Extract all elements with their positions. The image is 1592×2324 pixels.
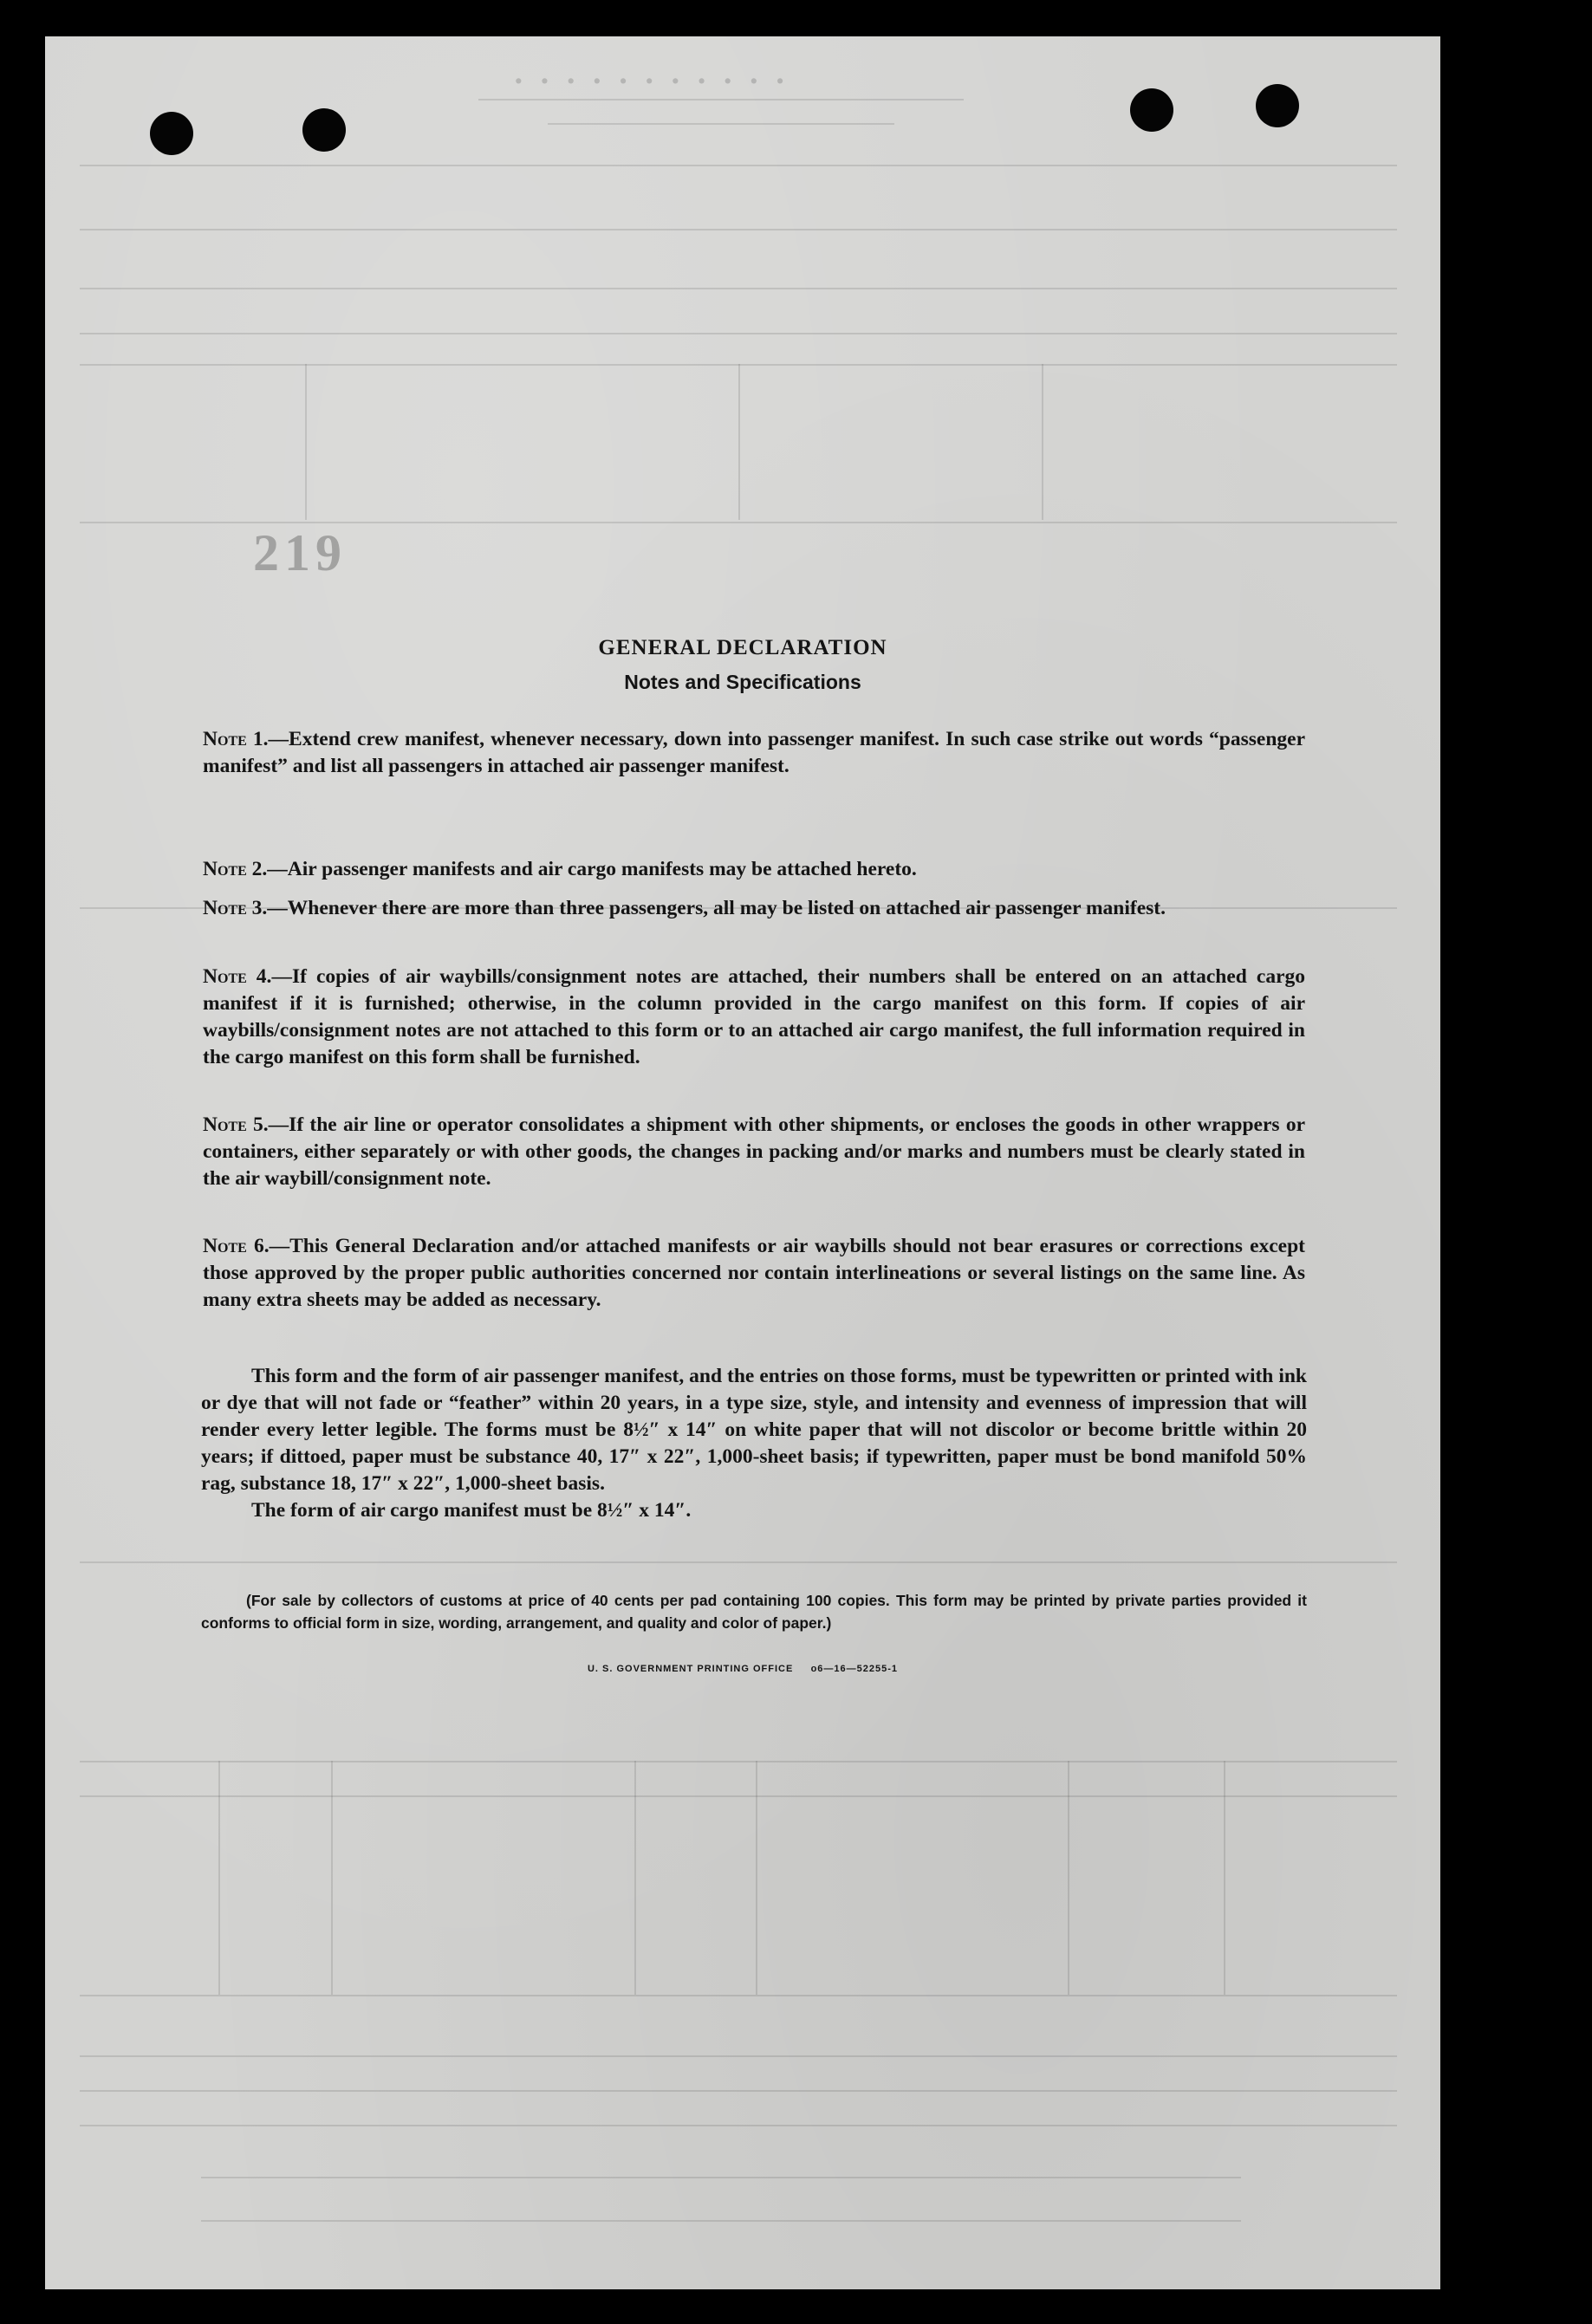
- bleed-through-rule: [548, 123, 894, 125]
- note-text: —Whenever there are more than three passengers, all may be listed on attached air passenger manifest.: [267, 897, 1166, 919]
- note-label: Note 4.: [203, 965, 272, 988]
- bleed-through-rule: [331, 1761, 333, 1995]
- cargo-manifest-size-text: The form of air cargo manifest must be 8½″ x 14″.: [251, 1499, 692, 1522]
- punch-hole-4: [1256, 84, 1299, 127]
- bleed-through-rule: [1224, 1761, 1225, 1995]
- bleed-through-rule: [80, 2125, 1397, 2126]
- specifications-text: This form and the form of air passenger manifest, and the entries on those forms, must be typewritten or printed with ink or dye that will not fade or “feather” within 20 years, in a type size, style, and intensity and evenness of impression that will render every letter legible. The forms must be 8½″ x 14″ on white paper that will not discolor or become brittle within 20 years; if dittoed, paper must be substance 40, 17″ x 22″, 1,000-sheet basis; if typewritten, paper must be bond manifold 50% rag, substance 18, 17″ x 22″, 1,000-sheet basis.: [201, 1365, 1307, 1495]
- bleed-through-rule: [1042, 364, 1043, 520]
- bleed-through-rule: [738, 364, 740, 520]
- bleed-through-rule: [218, 1761, 220, 1995]
- printing-office-imprint: U. S. GOVERNMENT PRINTING OFFICE o6—16—52255-1: [587, 1664, 899, 1674]
- bleed-through-rule: [201, 2177, 1241, 2178]
- note-label: Note 6.: [203, 1235, 270, 1257]
- page-subtitle: Notes and Specifications: [624, 671, 861, 693]
- bleed-through-rule: [80, 165, 1397, 166]
- bleed-through-rule: [80, 2090, 1397, 2092]
- bleed-through-rule: [80, 2055, 1397, 2057]
- punch-hole-2: [302, 108, 346, 152]
- note-label: Note 5.: [203, 1113, 269, 1136]
- bleed-through-rule: [1068, 1761, 1069, 1995]
- punch-hole-3: [1130, 88, 1173, 132]
- sale-notice-text: (For sale by collectors of customs at price of 40 cents per pad containing 100 copies. This form may be printed by private parties provided it conforms to official form in size, wording, arrangement, and quality and color of paper.): [201, 1592, 1307, 1632]
- note-label: Note 2.: [203, 858, 268, 880]
- note-3: [203, 895, 1305, 922]
- bleed-through-rule: [201, 2220, 1241, 2222]
- note-label: Note 1.: [203, 728, 269, 750]
- page-title: GENERAL DECLARATION: [598, 636, 887, 659]
- bleed-through-rule: [80, 288, 1397, 289]
- bleed-through-heading: · · · · · · · · · · ·: [513, 63, 790, 100]
- bleed-through-rule: [80, 1995, 1397, 1996]
- note-5: [203, 1112, 1305, 1192]
- punch-hole-1: [150, 112, 193, 155]
- note-text: —If the air line or operator consolidates a shipment with other shipments, or encloses the goods in other wrappers or containers, either separately or with other goods, the changes in packing and/or marks and numbers must be clearly stated in the air waybill/consignment note.: [203, 1113, 1305, 1190]
- bleed-through-rule: [80, 1761, 1397, 1762]
- sale-notice: [201, 1589, 1307, 1634]
- bleed-through-rule: [634, 1761, 636, 1995]
- bleed-through-rule: [80, 1561, 1397, 1563]
- note-text: —Extend crew manifest, whenever necessary, down into passenger manifest. In such case strike out words “passenger manifest” and list all passengers in attached air passenger manifest.: [203, 728, 1305, 777]
- note-text: —Air passenger manifests and air cargo manifests may be attached hereto.: [267, 858, 917, 880]
- note-text: —If copies of air waybills/consignment notes are attached, their numbers shall be entered on an attached cargo manifest if it is furnished; otherwise, in the column provided in the cargo manifest on this form. If copies of air waybills/consignment notes are not attached to this form or to an attached air cargo manifest, the full information required in the cargo manifest on this form shall be furnished.: [203, 965, 1306, 1068]
- note-6: [203, 1233, 1305, 1314]
- note-1: [203, 726, 1305, 780]
- note-text: —This General Declaration and/or attached manifests or air waybills should not bear erasures or corrections except those approved by the proper public authorities concerned nor contain interlineations or several listings on the same line. As many extra sheets may be added as necessary.: [203, 1235, 1306, 1311]
- bleed-through-rule: [80, 229, 1397, 230]
- document-sheet: [45, 36, 1440, 2289]
- note-2: [203, 856, 1305, 883]
- note-4: [203, 964, 1305, 1071]
- bleed-through-rule: [478, 99, 964, 101]
- bleed-through-rule: [80, 1795, 1397, 1797]
- note-label: Note 3.: [203, 897, 268, 919]
- specifications-paragraph: [201, 1363, 1307, 1524]
- bleed-through-rule: [80, 333, 1397, 334]
- bleed-through-rule: [756, 1761, 757, 1995]
- bleed-through-stamp-number: 219: [253, 524, 347, 581]
- bleed-through-rule: [305, 364, 307, 520]
